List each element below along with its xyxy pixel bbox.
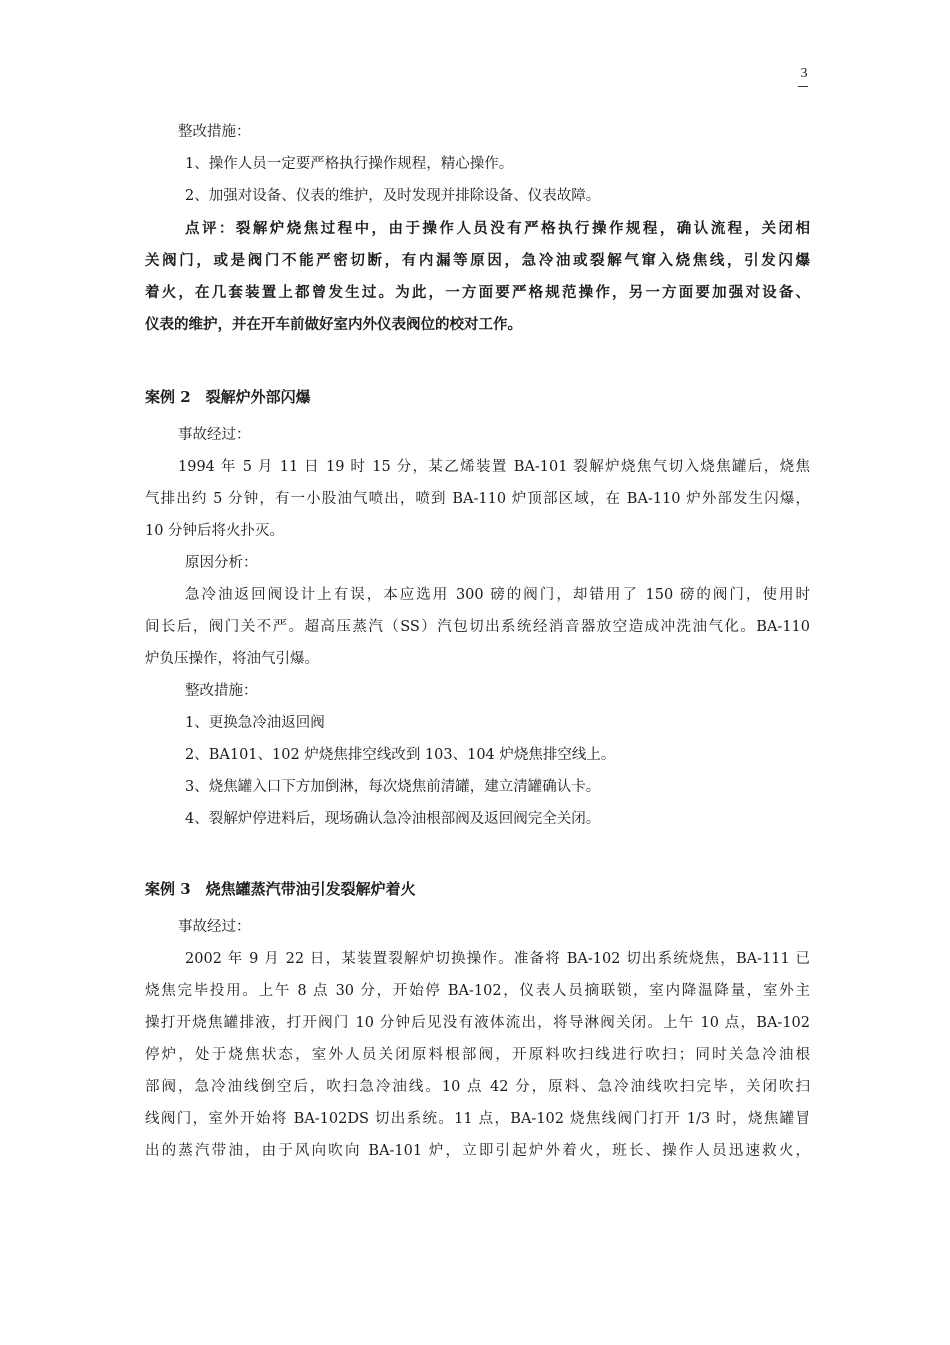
paragraph-line: 烧焦完毕投用。上午 8 点 30 分，开始停 BA-102，仪表人员摘联锁，室内降温降量，室外主 <box>145 983 810 999</box>
process-label: 事故经过： <box>178 427 251 443</box>
paragraph-line: 炉负压操作，将油气引爆。 <box>145 651 319 667</box>
measure-item: 2、BA101、102 炉烧焦排空线改到 103、104 炉烧焦排空线上。 <box>185 747 616 763</box>
paragraph-line: 停炉，处于烧焦状态，室外人员关闭原料根部阀，开原料吹扫线进行吹扫；同时关急冷油根 <box>145 1047 810 1063</box>
comment-line: 着火，在几套装置上都曾发生过。为此，一方面要严格规范操作，另一方面要加强对设备、 <box>145 284 810 301</box>
measure-item: 1、操作人员一定要严格执行操作规程，精心操作。 <box>185 156 514 172</box>
measure-item: 2、加强对设备、仪表的维护，及时发现并排除设备、仪表故障。 <box>185 188 601 204</box>
paragraph-line: 2002 年 9 月 22 日，某装置裂解炉切换操作。准备将 BA-102 切出系统烧焦，BA-111 已 <box>185 951 810 967</box>
paragraph-line: 出的蒸汽带油，由于风向吹向 BA-101 炉，立即引起炉外着火，班长、操作人员迅速救火， <box>145 1143 810 1159</box>
comment-line: 点评：裂解炉烧焦过程中，由于操作人员没有严格执行操作规程，确认流程，关闭相 <box>185 220 810 237</box>
measure-item: 4、裂解炉停进料后，现场确认急冷油根部阀及返回阀完全关闭。 <box>185 811 601 827</box>
paragraph-line: 部阀，急冷油线倒空后，吹扫急冷油线。10 点 42 分，原料、急冷油线吹扫完毕，关闭吹扫 <box>145 1079 810 1095</box>
measures-label: 整改措施： <box>178 124 251 140</box>
page-number: 3 <box>800 66 808 81</box>
document-body <box>145 116 810 1167</box>
paragraph-line: 气排出约 5 分钟，有一小股油气喷出，喷到 BA-110 炉顶部区域，在 BA-110 炉外部发生闪爆， <box>145 491 810 507</box>
comment-line: 关阀门，或是阀门不能严密切断，有内漏等原因，急冷油或裂解气窜入烧焦线，引发闪爆 <box>145 252 810 269</box>
case-title: 案例 2 裂解炉外部闪爆 <box>145 388 311 406</box>
page-number-underline <box>798 86 808 87</box>
process-label: 事故经过： <box>178 919 251 935</box>
measure-item: 1、更换急冷油返回阀 <box>185 715 325 731</box>
comment-line: 仪表的维护，并在开车前做好室内外仪表阀位的校对工作。 <box>145 316 522 333</box>
case-title: 案例 3 烧焦罐蒸汽带油引发裂解炉着火 <box>145 880 416 898</box>
paragraph-line: 1994 年 5 月 11 日 19 时 15 分，某乙烯装置 BA-101 裂解炉烧焦气切入烧焦罐后，烧焦 <box>178 459 810 475</box>
paragraph-line: 线阀门，室外开始将 BA-102DS 切出系统。11 点，BA-102 烧焦线阀门打开 1/3 时，烧焦罐冒 <box>145 1111 810 1127</box>
paragraph-line: 10 分钟后将火扑灭。 <box>145 523 285 539</box>
paragraph-line: 急冷油返回阀设计上有误，本应选用 300 磅的阀门，却错用了 150 磅的阀门，使用时 <box>185 587 810 603</box>
cause-label: 原因分析： <box>185 555 258 571</box>
measures-label: 整改措施： <box>185 683 258 699</box>
measure-item: 3、烧焦罐入口下方加倒淋，每次烧焦前清罐，建立清罐确认卡。 <box>185 779 601 795</box>
paragraph-line: 操打开烧焦罐排液，打开阀门 10 分钟后见没有液体流出，将导淋阀关闭。上午 10 点，BA-102 <box>145 1015 810 1031</box>
comment-block <box>145 212 810 341</box>
paragraph-line: 间长后，阀门关不严。超高压蒸汽（SS）汽包切出系统经消音器放空造成冲洗油气化。BA-110 <box>145 619 810 635</box>
